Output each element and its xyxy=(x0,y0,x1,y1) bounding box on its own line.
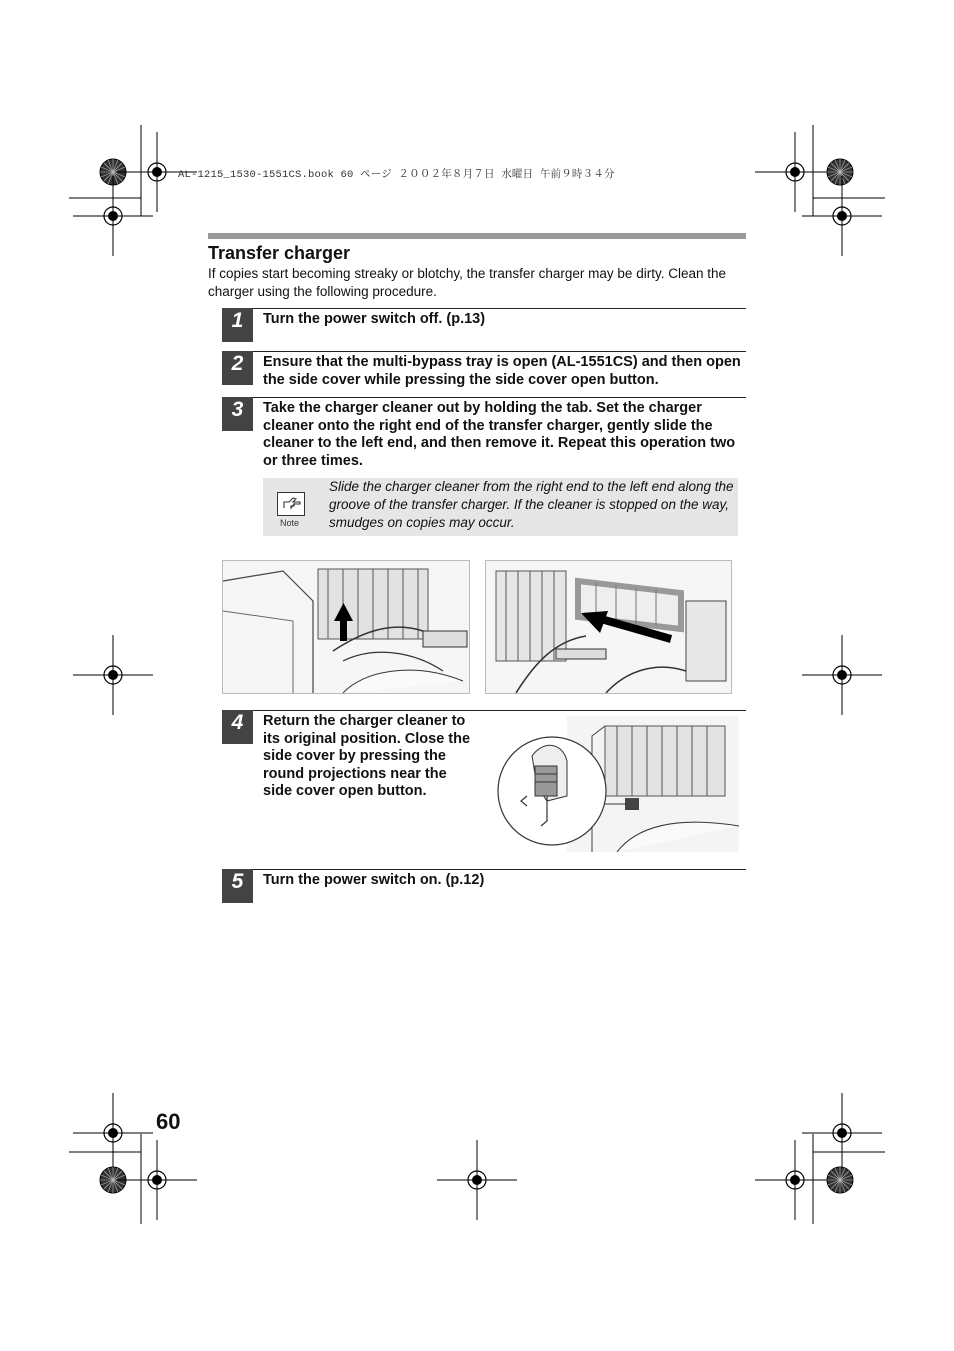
step-number-1: 1 xyxy=(222,308,253,342)
step-number-5: 5 xyxy=(222,869,253,903)
step-text-2: Ensure that the multi-bypass tray is open (AL-1551CS) and then open the side cover while pressing the side cover open button. xyxy=(263,354,741,388)
illustration-return-cleaner xyxy=(497,716,739,852)
section-title: Transfer charger xyxy=(208,243,351,263)
intro-text: If copies start becoming streaky or blotchy, the transfer charger may be dirty. Clean the charger using the following procedure. xyxy=(208,266,726,299)
print-header: AL-1215_1530-1551CS.book 60 ページ ２００２年８月７日 水曜日 午前９時３４分 xyxy=(178,169,615,181)
step-number-4: 4 xyxy=(222,710,253,744)
step-text-3: Take the charger cleaner out by holding the tab. Set the charger cleaner onto the right end of the transfer charger, gently slide the cleaner to the left end, and then remove it. Repeat this operation two or three times. xyxy=(263,400,736,469)
step-text-1: Turn the power switch off. (p.13) xyxy=(263,311,486,327)
title-bar xyxy=(208,233,746,239)
step-divider xyxy=(222,397,746,398)
step-divider xyxy=(222,869,746,870)
step-text-5: Turn the power switch on. (p.12) xyxy=(263,872,485,888)
step-divider xyxy=(222,351,746,352)
illustration-slide-cleaner xyxy=(485,560,732,694)
page-number: 60 xyxy=(156,1109,181,1134)
step-divider xyxy=(222,308,746,309)
step-divider xyxy=(222,710,746,711)
step-number-3: 3 xyxy=(222,397,253,431)
note-text: Slide the charger cleaner from the right end to the left end along the groove of the transfer charger. If the cleaner is stopped on the way, smudges on copies may occur. xyxy=(329,479,734,530)
step-text-4: Return the charger cleaner to its original position. Close the side cover by pressing the round projections near the side cover open button. xyxy=(263,713,471,800)
note-label: Note xyxy=(280,518,300,528)
pointing-hand-icon xyxy=(277,492,305,516)
illustration-remove-cleaner xyxy=(222,560,470,694)
step-number-2: 2 xyxy=(222,351,253,385)
